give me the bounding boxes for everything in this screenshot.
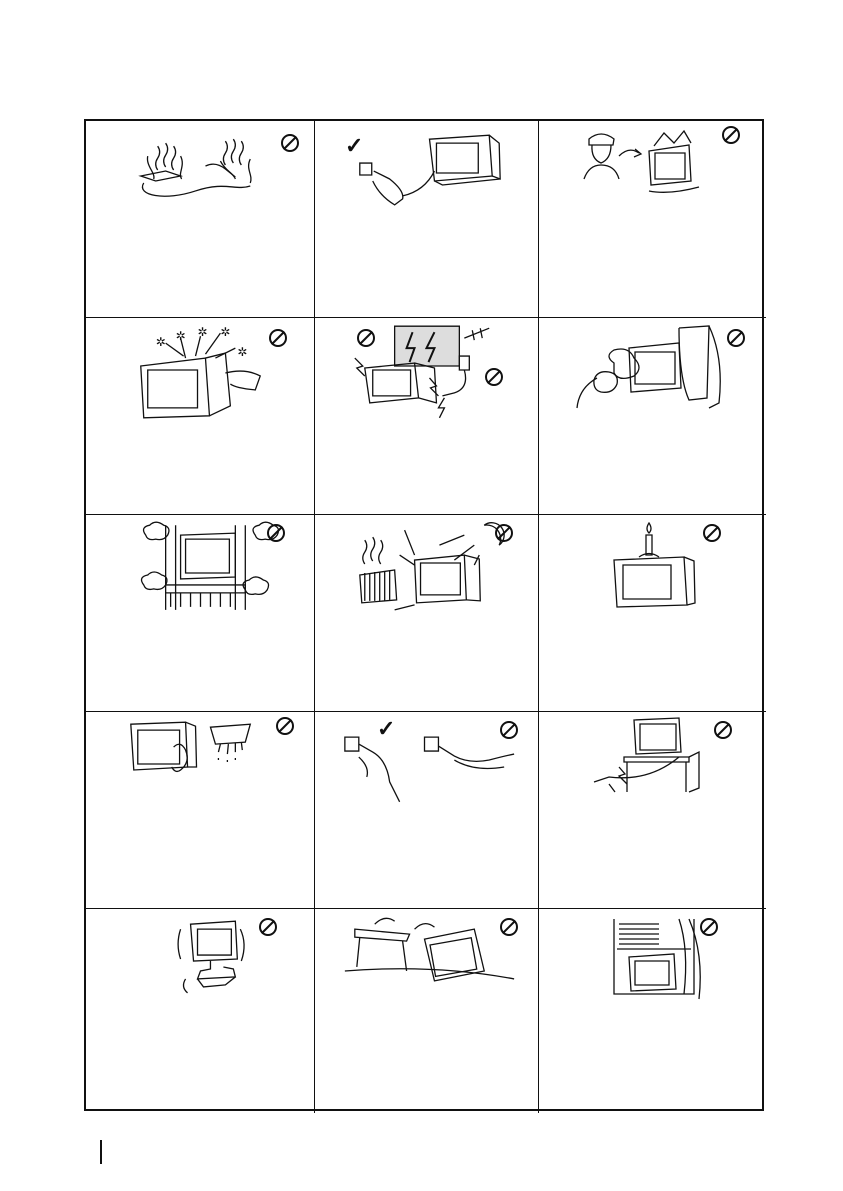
panel-wet-cloth-cleaning: [86, 712, 315, 909]
prohibited-icon: [700, 918, 718, 936]
panel-unplug-by-plug: [315, 712, 539, 909]
panel-blocked-ventilation: [86, 515, 315, 712]
prohibited-icon: [703, 524, 721, 542]
panel-lightning-storm: [315, 318, 539, 515]
prohibited-icon: [714, 721, 732, 739]
check-icon: ✓: [377, 716, 396, 741]
prohibited-icon: [722, 126, 740, 144]
prohibited-icon: [276, 717, 294, 735]
svg-text:✲: ✲: [155, 335, 166, 350]
svg-text:✲: ✲: [175, 329, 186, 344]
svg-text:✲: ✲: [220, 325, 231, 340]
prohibited-icon: [281, 134, 299, 152]
page-margin-rule: [100, 1140, 102, 1164]
panel-enclosed-shelf: [539, 909, 766, 1113]
prohibited-icon: [495, 524, 513, 542]
power-strip-illustration: [86, 121, 314, 231]
prohibited-icon: [500, 721, 518, 739]
panel-steam-humidity: [539, 318, 766, 515]
candle-illustration: [539, 515, 766, 625]
prohibited-icon: [267, 524, 285, 542]
panel-cord-under-stand: [539, 712, 766, 909]
panel-do-not-open-cabinet: [539, 121, 766, 318]
check-icon: ✓: [345, 133, 364, 158]
prohibited-icon: [727, 329, 745, 347]
svg-text:✲: ✲: [237, 345, 248, 360]
panel-tipping-over: [315, 909, 539, 1113]
prohibited-icon: [269, 329, 287, 347]
enclosed-shelf-illustration: [539, 909, 766, 1019]
prohibited-icon: [357, 329, 375, 347]
prohibited-icon: [259, 918, 277, 936]
prohibited-icon: [500, 918, 518, 936]
panel-candle-on-top: [539, 515, 766, 712]
lightning-illustration: [315, 318, 538, 428]
panel-no-objects-in-openings: [86, 318, 315, 515]
panel-plug-into-outlet: [315, 121, 539, 318]
panel-overloaded-power-strip: [86, 121, 315, 318]
panel-unstable-base: [86, 909, 315, 1113]
safety-illustration-grid: [84, 119, 764, 1111]
unstable-tv-illustration: [86, 909, 314, 1019]
svg-text:✲: ✲: [197, 325, 208, 340]
panel-heat-and-sunlight: [315, 515, 539, 712]
prohibited-icon: [485, 368, 503, 386]
